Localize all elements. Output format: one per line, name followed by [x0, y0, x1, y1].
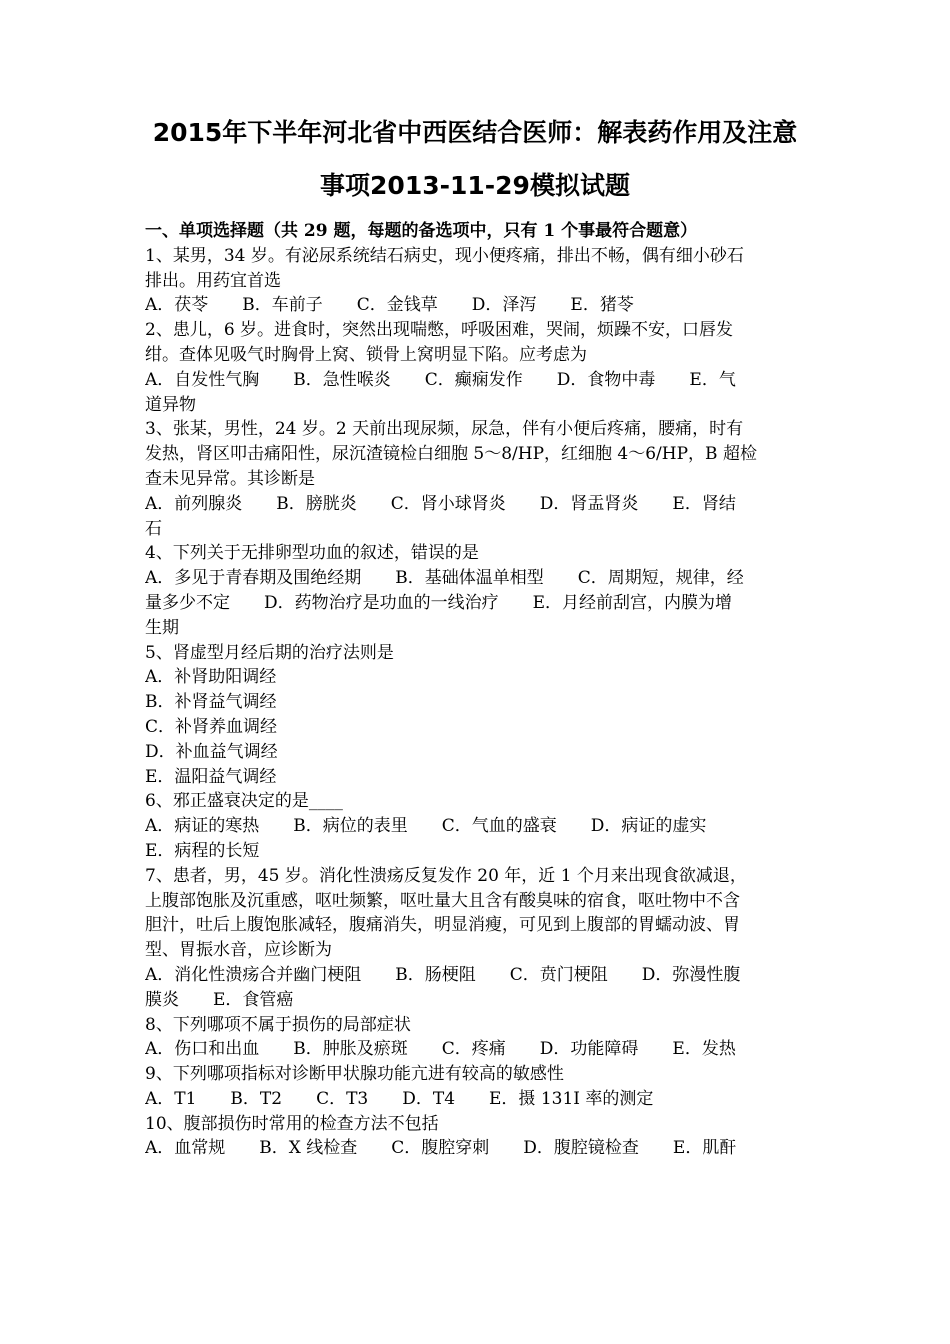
text-line: A．茯苓 B．车前子 C．金钱草 D．泽泻 E．猪苓	[145, 295, 634, 316]
section-heading: 一、单项选择题（共 29 题，每题的备选项中，只有 1 个事最符合题意）	[145, 221, 698, 241]
text-line: 4、下列关于无排卵型功血的叙述，错误的是	[145, 543, 479, 564]
text-line: 绀。查体见吸气时胸骨上窝、锁骨上窝明显下陷。应考虑为	[145, 344, 587, 365]
text-line: 生期	[145, 617, 179, 638]
text-line: 型、胃振水音，应诊断为	[145, 940, 332, 961]
text-line: A．伤口和出血 B．肿胀及瘀斑 C．疼痛 D．功能障碍 E．发热	[145, 1039, 736, 1060]
text-line: 8、下列哪项不属于损伤的局部症状	[145, 1014, 411, 1035]
text-line: A．血常规 B．X 线检查 C．腹腔穿刺 D．腹腔镜检查 E．肌酐	[145, 1138, 737, 1159]
text-line: 3、张某，男性，24 岁。2 天前出现尿频，尿急，伴有小便后疼痛，腰痛，时有	[145, 419, 744, 440]
text-line: 胆汁，吐后上腹饱胀减轻，腹痛消失，明显消瘦，可见到上腹部的胃蠕动波、胃	[145, 915, 740, 936]
text-line: A．补肾助阳调经	[145, 667, 277, 688]
text-line: 9、下列哪项指标对诊断甲状腺功能亢进有较高的敏感性	[145, 1064, 564, 1085]
text-line: A．病证的寒热 B．病位的表里 C．气血的盛衰 D．病证的虚实	[145, 816, 707, 837]
text-line: B．补肾益气调经	[145, 692, 277, 713]
text-line: 道异物	[145, 394, 196, 415]
text-line: D．补血益气调经	[145, 741, 278, 762]
text-line: 上腹部饱胀及沉重感，呕吐频繁，呕吐量大且含有酸臭味的宿食，呕吐物中不含	[145, 890, 740, 911]
text-line: 7、患者，男，45 岁。消化性溃疡反复发作 20 年，近 1 个月来出现食欲减退，	[145, 865, 747, 886]
document-title-line-1: 2015年下半年河北省中西医结合医师：解表药作用及注意	[152, 118, 798, 147]
text-line: E．病程的长短	[145, 840, 260, 861]
text-line: C．补肾养血调经	[145, 716, 278, 737]
text-line: 6、邪正盛衰决定的是____	[145, 791, 343, 812]
text-line: A．T1 B．T2 C．T3 D．T4 E．摄 131I 率的测定	[145, 1088, 654, 1109]
text-line: 10、腹部损伤时常用的检查方法不包括	[145, 1113, 439, 1134]
text-line: 膜炎 E．食管癌	[145, 989, 294, 1010]
text-line: 1、某男，34 岁。有泌尿系统结石病史，现小便疼痛，排出不畅，偶有细小砂石	[145, 245, 744, 266]
text-line: 发热，肾区叩击痛阳性，尿沉渣镜检白细胞 5～8/HP，红细胞 4～6/HP，B 超检	[145, 444, 757, 465]
text-line: A．自发性气胸 B．急性喉炎 C．癫痫发作 D．食物中毒 E．气	[145, 369, 736, 390]
document-title-line-2: 事项2013-11-29模拟试题	[320, 171, 630, 200]
text-line: 量多少不定 D．药物治疗是功血的一线治疗 E．月经前刮宫，内膜为增	[145, 592, 733, 613]
text-line: A．多见于青春期及围绝经期 B．基础体温单相型 C．周期短，规律，经	[145, 568, 744, 589]
text-line: 石	[145, 518, 162, 539]
text-line: 2、患儿，6 岁。进食时，突然出现喘憋，呼吸困难，哭闹，烦躁不安，口唇发	[145, 320, 734, 341]
text-line: A．消化性溃疡合并幽门梗阻 B．肠梗阻 C．贲门梗阻 D．弥漫性腹	[145, 964, 741, 985]
text-line: A．前列腺炎 B．膀胱炎 C．肾小球肾炎 D．肾盂肾炎 E．肾结	[145, 493, 736, 514]
text-line: 排出。用药宜首选	[145, 270, 281, 291]
text-line: E．温阳益气调经	[145, 766, 277, 787]
document-body	[145, 219, 817, 1161]
text-line: 查未见异常。其诊断是	[145, 468, 315, 489]
text-line: 5、肾虚型月经后期的治疗法则是	[145, 642, 394, 663]
